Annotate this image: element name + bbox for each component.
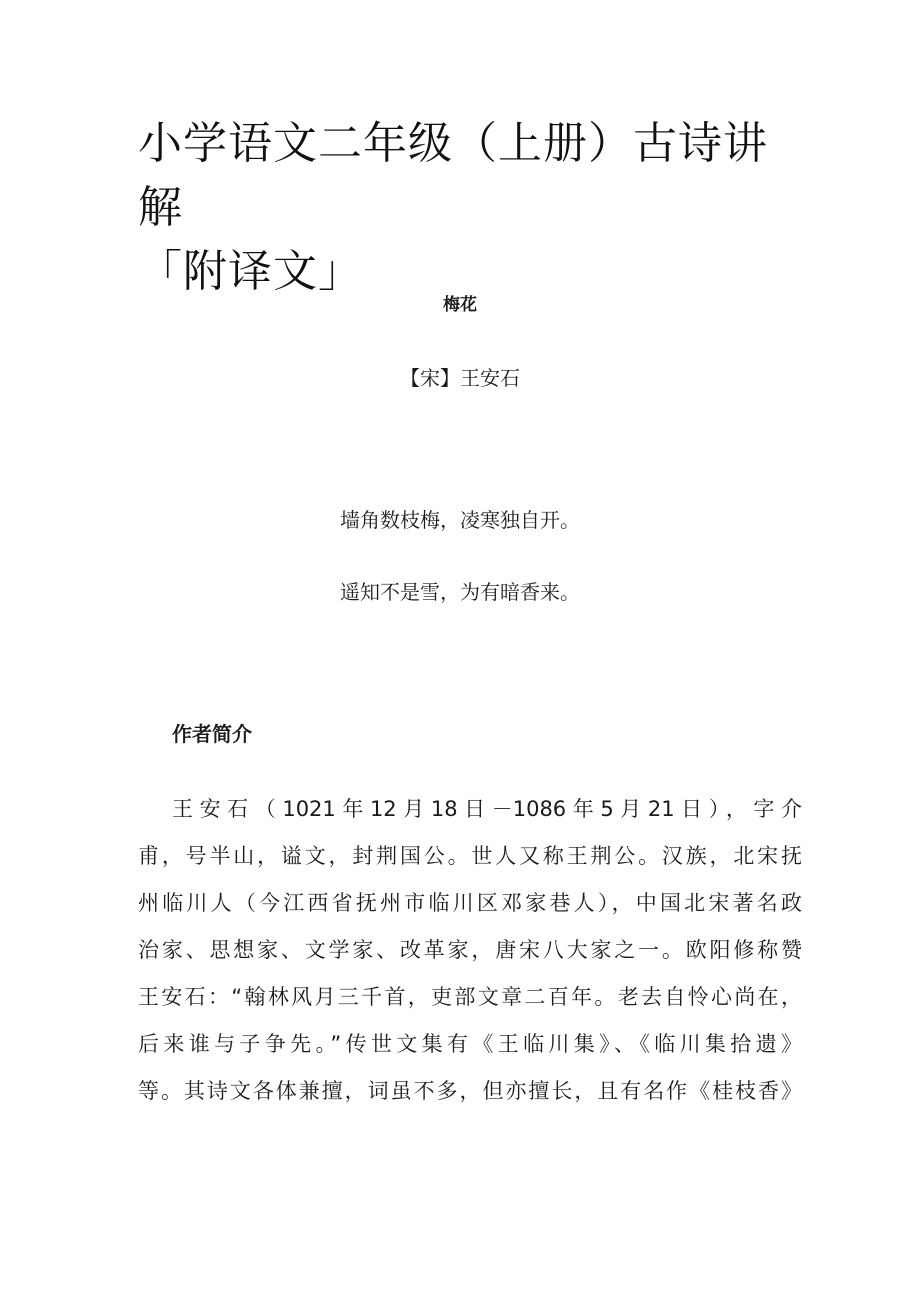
poem-title: 梅花 [443,295,477,315]
document-title [138,112,798,304]
paragraph-line: 后来谁与子争先。”传世文集有《王临川集》、《临川集拾遗》 [138,1032,802,1056]
paragraph-line: 治家、思想家、文学家、改革家，唐宋八大家之一。欧阳修称赞 [138,938,802,962]
author-intro-heading: 作者简介 [172,722,252,746]
poem-line-2: 遥知不是雪，为有暗香来。 [340,580,580,604]
paragraph-line: 等。其诗文各体兼擅，词虽不多，但亦擅长，且有名作《桂枝香》 [138,1079,802,1103]
document-title-line-1: 小学语文二年级（上册）古诗讲解 [138,118,768,233]
paragraph-line: 王安石：“翰林风月三千首，吏部文章二百年。老去自怜心尚在， [138,985,802,1009]
poem-line-1: 墙角数枝梅，凌寒独自开。 [340,508,580,532]
author-intro-paragraph [138,786,802,1115]
paragraph-line: 甫，号半山，谥文，封荆国公。世人又称王荆公。汉族，北宋抚 [138,844,802,868]
paragraph-line: 王安石（1021年12月18日－1086年5月21日），字介 [172,797,802,821]
document-title-line-2: 「附译文」 [138,246,363,297]
poem-author: 【宋】王安石 [400,366,520,390]
paragraph-line: 州临川人（今江西省抚州市临川区邓家巷人），中国北宋著名政 [138,891,802,915]
